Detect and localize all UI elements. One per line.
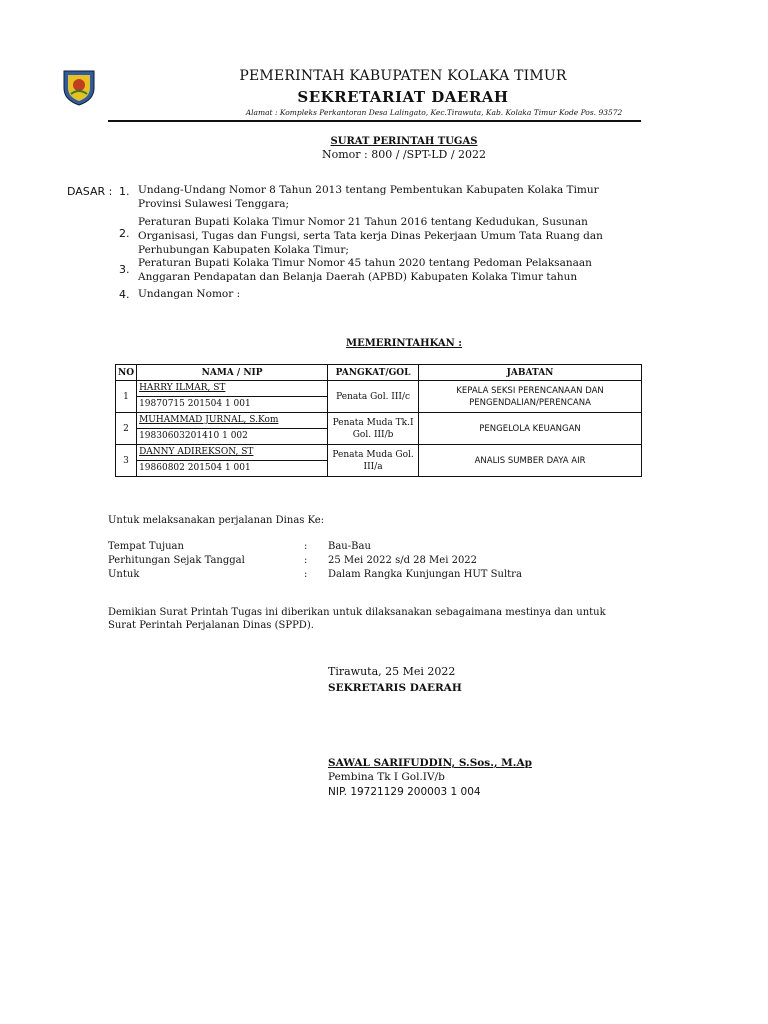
- dasar-item: Undang-Undang Nomor 8 Tahun 2013 tentang Pembentukan Kabupaten Kolaka Timur Provinsi Sulawesi Tenggara;: [138, 184, 599, 210]
- officer-table: [115, 364, 642, 477]
- signature-place-date: Tirawuta, 25 Mei 2022: [328, 665, 456, 678]
- row-number: 1: [116, 381, 137, 413]
- document-number: Nomor : 800 / /SPT-LD / 2022: [321, 148, 487, 161]
- dasar-label: DASAR :: [67, 185, 113, 198]
- dasar-item: Peraturan Bupati Kolaka Timur Nomor 21 Tahun 2016 tentang Kedudukan, Susunan Organisasi, Tugas dan Fungsi, serta Tata kerja Dinas Pekerjaan Umum Tata Ruang dan Perhubungan Kabupaten Kolaka Timur;: [138, 216, 603, 256]
- col-header-name: NAMA / NIP: [137, 365, 328, 381]
- detail-label: Tempat Tujuan: [108, 541, 184, 552]
- memerintahkan-heading: MEMERINTAHKAN :: [346, 338, 462, 349]
- detail-value: Bau-Bau: [328, 541, 371, 552]
- col-header-position: JABATAN: [419, 365, 642, 381]
- table-header-row: [116, 365, 642, 381]
- dasar-number: 1.: [119, 185, 130, 198]
- officer-nip: 19830603201410 1 002: [139, 431, 248, 441]
- letterhead-address: Alamat : Kompleks Perkantoran Desa Lalingato, Kec.Tirawuta, Kab. Kolaka Timur Kode Pos. 93572: [245, 108, 623, 117]
- detail-separator: :: [304, 541, 308, 552]
- signatory-nip: NIP. 19721129 200003 1 004: [328, 786, 481, 798]
- letterhead-government: PEMERINTAH KABUPATEN KOLAKA TIMUR: [239, 68, 567, 84]
- detail-separator: :: [304, 569, 308, 580]
- officer-position: ANALIS SUMBER DAYA AIR: [419, 445, 642, 477]
- officer-position: KEPALA SEKSI PERENCANAAN DAN PENGENDALIAN/PERENCANA: [419, 381, 642, 413]
- detail-value: 25 Mei 2022 s/d 28 Mei 2022: [328, 555, 478, 566]
- row-number: 2: [116, 413, 137, 445]
- officer-name: MUHAMMAD JURNAL, S.Kom: [137, 413, 327, 429]
- officer-rank: Penata Gol. III/c: [328, 381, 419, 413]
- letterhead-divider: [108, 120, 641, 122]
- table-row: [116, 413, 642, 445]
- dasar-number: 4.: [119, 288, 130, 301]
- table-row: [116, 445, 642, 477]
- dasar-number: 3.: [119, 263, 130, 276]
- closing-paragraph: Demikian Surat Printah Tugas ini diberikan untuk dilaksanakan sebagaimana mestinya dan untuk Surat Perintah Perjalanan Dinas (SPPD).: [108, 607, 606, 631]
- detail-value: Dalam Rangka Kunjungan HUT Sultra: [328, 569, 522, 580]
- officer-rank: Penata Muda Gol. III/a: [328, 445, 419, 477]
- officer-nip: 19870715 201504 1 001: [139, 399, 251, 409]
- row-number: 3: [116, 445, 137, 477]
- table-row: [116, 381, 642, 413]
- dasar-item: Peraturan Bupati Kolaka Timur Nomor 45 tahun 2020 tentang Pedoman Pelaksanaan Anggaran Pendapatan dan Belanja Daerah (APBD) Kabupaten Kolaka Timur tahun: [138, 257, 592, 283]
- officer-rank: Penata Muda Tk.I Gol. III/b: [328, 413, 419, 445]
- detail-label: Perhitungan Sejak Tanggal: [108, 555, 245, 566]
- letterhead-office: SEKRETARIAT DAERAH: [297, 88, 509, 106]
- dasar-number: 2.: [119, 227, 130, 240]
- officer-name: HARRY ILMAR, ST: [137, 381, 327, 397]
- name-cell: [137, 445, 328, 477]
- col-header-rank: PANGKAT/GOL: [328, 365, 419, 381]
- officer-nip: 19860802 201504 1 001: [139, 463, 251, 473]
- dasar-item: Undangan Nomor :: [138, 288, 241, 300]
- signatory-name: SAWAL SARIFUDDIN, S.Sos., M.Ap: [328, 757, 532, 769]
- signatory-rank: Pembina Tk I Gol.IV/b: [328, 771, 445, 783]
- officer-position: PENGELOLA KEUANGAN: [419, 413, 642, 445]
- col-header-no: NO: [116, 365, 137, 381]
- officer-name: DANNY ADIREKSON, ST: [137, 445, 327, 461]
- travel-intro: Untuk melaksanakan perjalanan Dinas Ke:: [108, 515, 325, 526]
- document-title: SURAT PERINTAH TUGAS: [330, 136, 478, 147]
- signature-position: SEKRETARIS DAERAH: [328, 682, 462, 694]
- detail-separator: :: [304, 555, 308, 566]
- name-cell: [137, 381, 328, 413]
- name-cell: [137, 413, 328, 445]
- detail-label: Untuk: [108, 569, 140, 580]
